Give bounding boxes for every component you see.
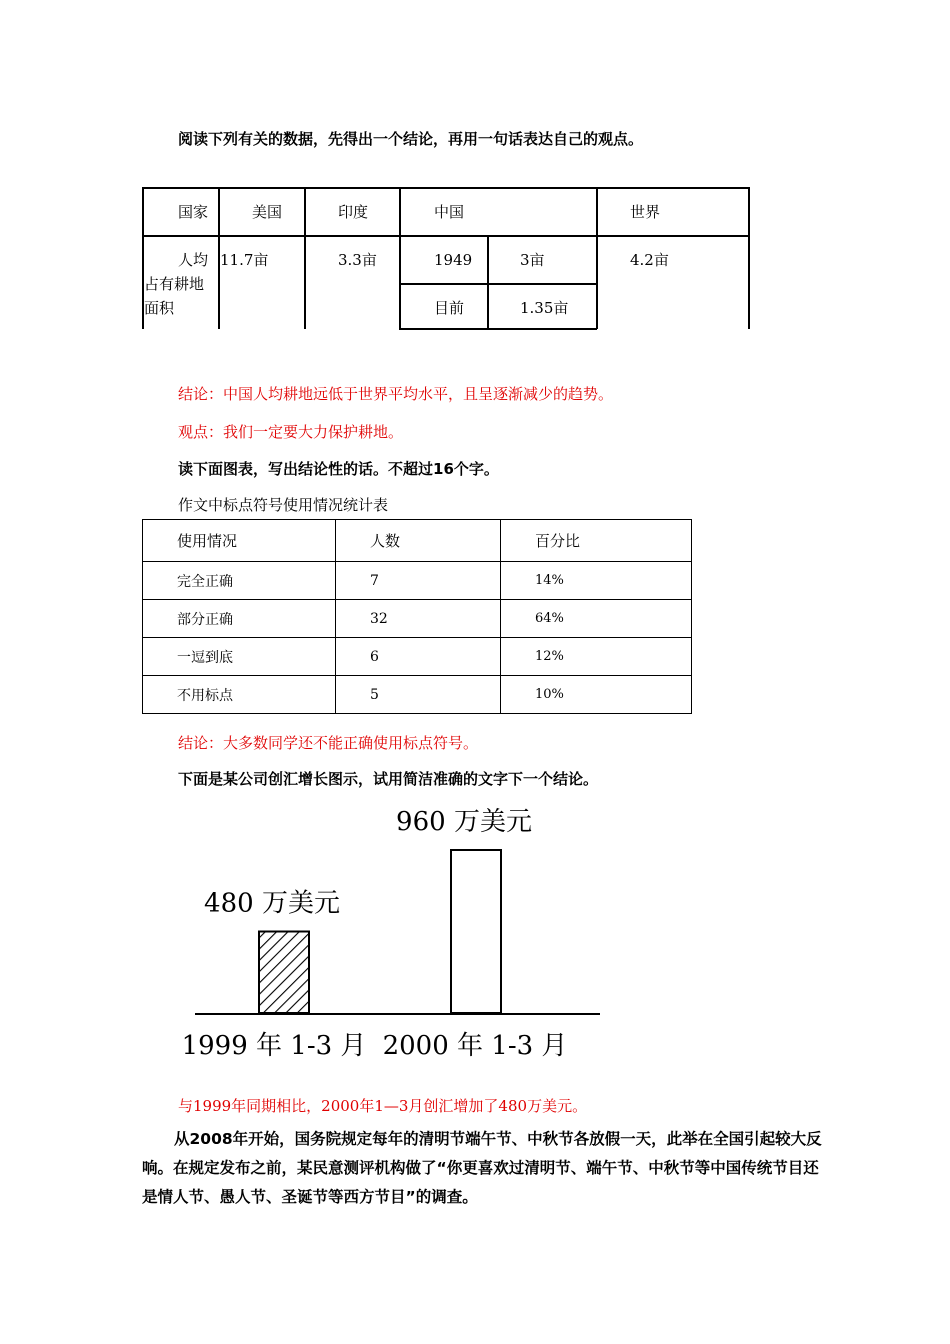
- header-percent: 百分比: [501, 520, 692, 562]
- conclusion-2: 结论：大多数同学还不能正确使用标点符号。: [178, 734, 479, 752]
- china-year: 1949: [434, 251, 473, 269]
- header-india: 印度: [338, 203, 369, 221]
- table-border-right: [748, 187, 750, 329]
- value-india: 3.3亩: [338, 251, 377, 269]
- category-label-0: 1999 年 1-3 月: [181, 1031, 367, 1061]
- question-2: 读下面图表，写出结论性的话。不超过16个字。: [178, 460, 499, 478]
- table-border-top: [142, 187, 750, 189]
- header-china: 中国: [434, 203, 465, 221]
- china-now-value: 1.35亩: [520, 299, 569, 317]
- table-china-divider: [399, 283, 597, 285]
- row-percent: 10%: [501, 676, 692, 714]
- row-usage: 一逗到底: [143, 638, 336, 676]
- category-label-1: 2000 年 1-3 月: [382, 1031, 568, 1061]
- header-country: 国家: [178, 203, 209, 221]
- row-count: 32: [336, 600, 501, 638]
- punctuation-table: [142, 519, 692, 714]
- revenue-bar-chart: [170, 800, 620, 1070]
- question-1: 阅读下列有关的数据，先得出一个结论，再用一句话表达自己的观点。: [178, 130, 644, 148]
- table-row: [143, 676, 692, 714]
- question-3: 下面是某公司创汇增长图示，试用简洁准确的文字下一个结论。: [178, 770, 599, 788]
- table-header-row: [143, 520, 692, 562]
- row-usage: 部分正确: [143, 600, 336, 638]
- row-percent: 64%: [501, 600, 692, 638]
- china-now: 目前: [434, 299, 465, 317]
- row-percent: 14%: [501, 562, 692, 600]
- row-label-line1: 人均: [178, 251, 209, 269]
- bar-1: [451, 850, 501, 1013]
- header-usage: 使用情况: [143, 520, 336, 562]
- header-world: 世界: [630, 203, 661, 221]
- table-row: [143, 562, 692, 600]
- row-usage: 完全正确: [143, 562, 336, 600]
- row-label-line3: 面积: [144, 299, 175, 317]
- festival-paragraph: [142, 1125, 832, 1212]
- conclusion-1: 结论：中国人均耕地远低于世界平均水平，且呈逐渐减少的趋势。: [178, 385, 614, 403]
- table-col-line: [487, 235, 489, 329]
- value-usa: 11.7亩: [220, 251, 269, 269]
- table-row: [143, 600, 692, 638]
- row-count: 6: [336, 638, 501, 676]
- row-count: 5: [336, 676, 501, 714]
- table-col-line: [399, 187, 401, 329]
- row-label-line2: 占有耕地: [144, 275, 205, 293]
- header-usa: 美国: [252, 203, 283, 221]
- china-year-value: 3亩: [520, 251, 545, 269]
- table-col-line: [304, 187, 306, 329]
- header-count: 人数: [336, 520, 501, 562]
- paragraph-text: 从2008年开始，国务院规定每年的清明节端午节、中秋节各放假一天，此举在全国引起较大反响。在规定发布之前，某民意测评机构做了“你更喜欢过清明节、端午节、中秋节等中国传统节目还是情人节、愚人节、圣诞节等西方节目”的调查。: [142, 1130, 822, 1206]
- data-label-0: 480 万美元: [204, 888, 340, 919]
- bar-0: [259, 932, 309, 1014]
- farmland-table: [142, 187, 750, 329]
- table-row: [143, 638, 692, 676]
- row-count: 7: [336, 562, 501, 600]
- opinion-1: 观点：我们一定要大力保护耕地。: [178, 423, 404, 441]
- table-caption: 作文中标点符号使用情况统计表: [178, 496, 389, 514]
- row-percent: 12%: [501, 638, 692, 676]
- table-col-line: [596, 187, 598, 329]
- answer-3: 与1999年同期相比，2000年1—3月创汇增加了480万美元。: [178, 1097, 588, 1115]
- data-label-1: 960 万美元: [396, 807, 532, 837]
- row-usage: 不用标点: [143, 676, 336, 714]
- table-china-bottom: [399, 328, 597, 330]
- table-header-divider: [142, 235, 750, 237]
- value-world: 4.2亩: [630, 251, 669, 269]
